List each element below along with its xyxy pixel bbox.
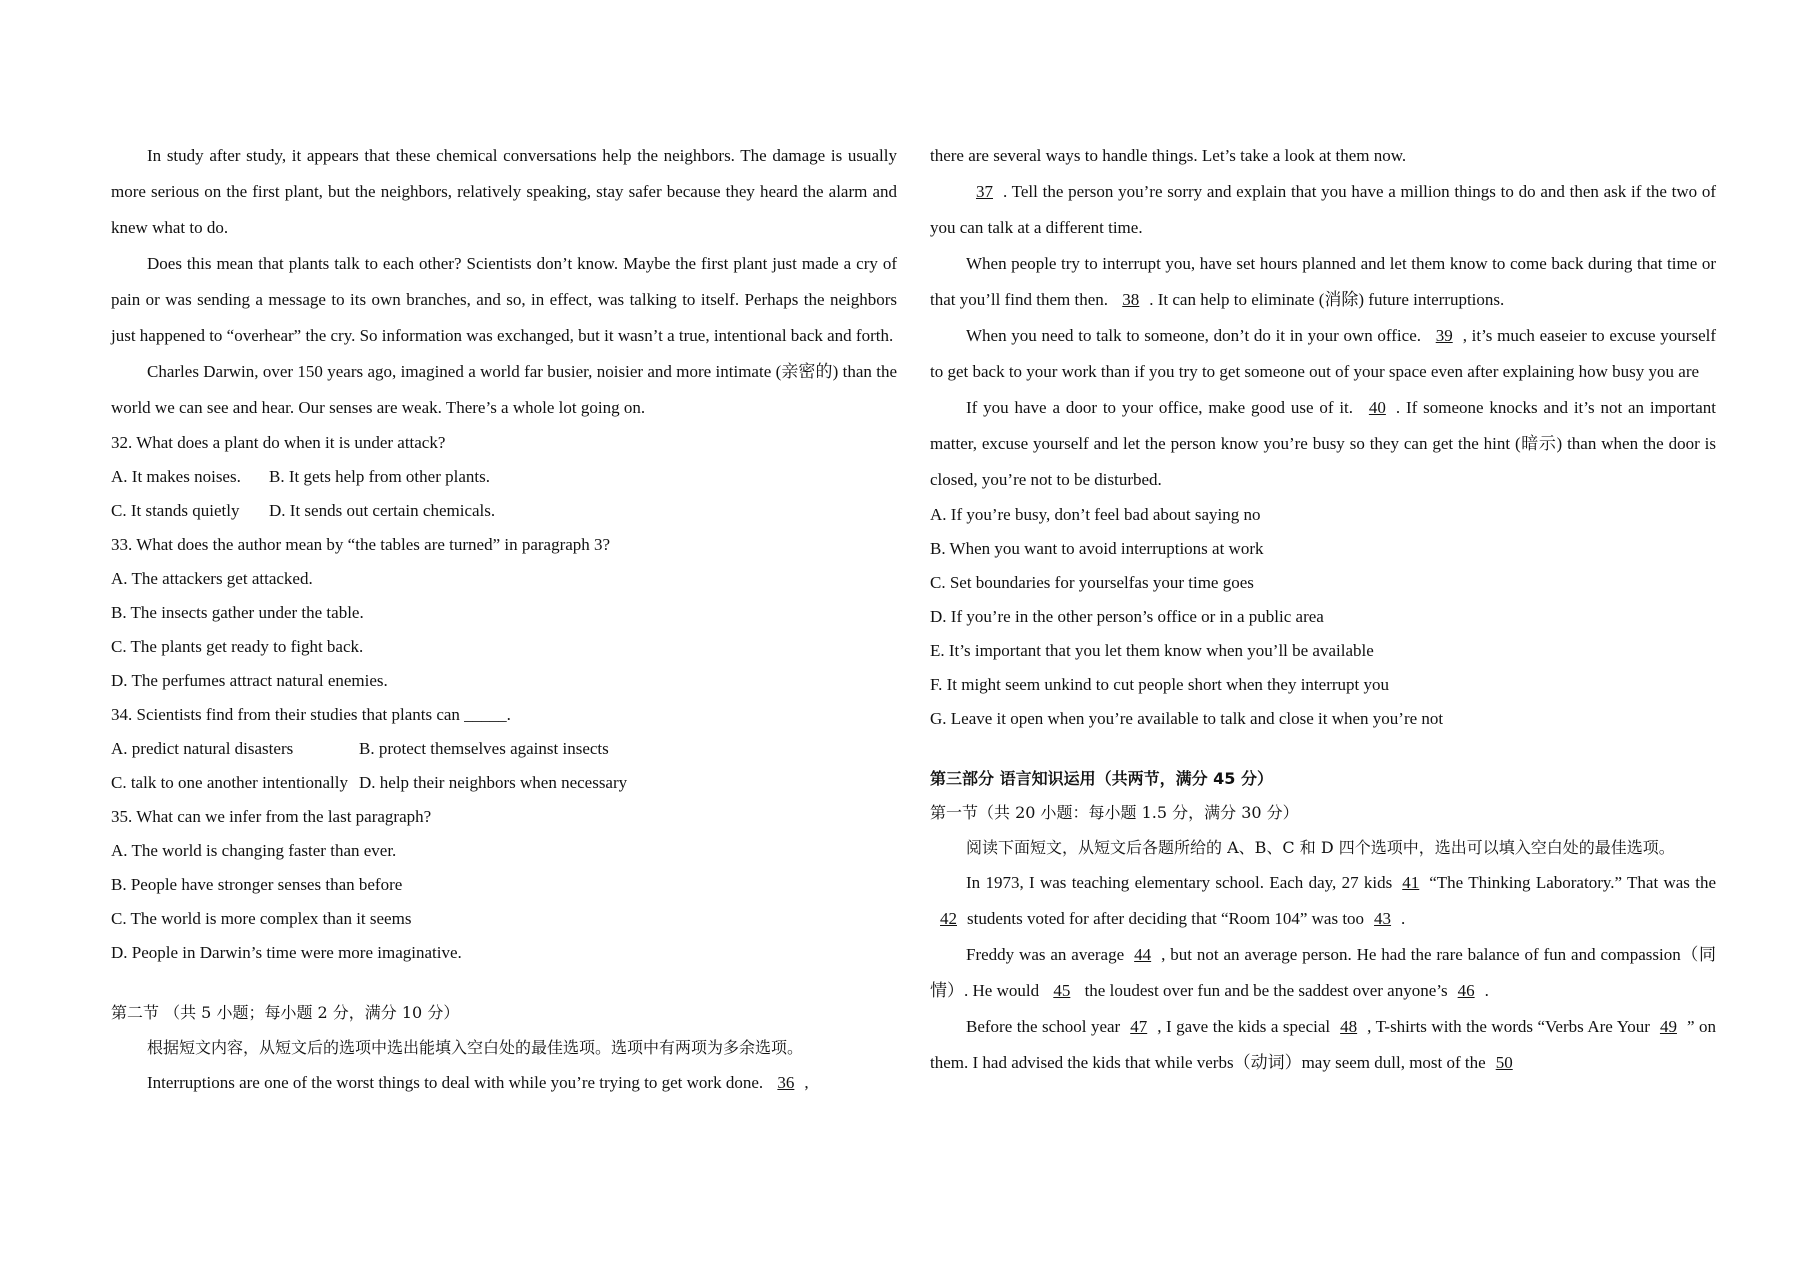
section-2-title: 第二节 （共 5 小题；每小题 2 分，满分 10 分） [111, 1003, 460, 1022]
option-c: C. talk to one another intentionally [111, 773, 349, 792]
option-c: C. The plants get ready to fight back. [111, 637, 364, 656]
passage-paragraph [930, 318, 1716, 390]
option-g: G. Leave it open when you’re available to talk and close it when you’re not [930, 709, 1444, 728]
cloze-paragraph [930, 1009, 1716, 1081]
left-column [111, 138, 897, 1101]
paragraph-text: , T-shirts with the words “Verbs Are Your [1367, 1017, 1650, 1036]
right-column [930, 138, 1716, 1081]
paragraph-text: students voted for after deciding that “Room 104” was too [967, 909, 1365, 928]
paragraph-text: , I gave the kids a special [1157, 1017, 1331, 1036]
option-d: D. The perfumes attract natural enemies. [111, 671, 388, 690]
question-32: 32. What does a plant do when it is under attack? [111, 433, 446, 452]
paragraph-text: the loudest over fun and be the saddest over anyone’s [1084, 981, 1448, 1000]
paragraph-text: “The Thinking Laboratory.” That was the [1429, 873, 1716, 892]
option-d: D. help their neighbors when necessary [359, 773, 628, 792]
part-3-section-1-title: 第一节（共 20 小题：每小题 1.5 分，满分 30 分） [930, 803, 1299, 822]
option-c: C. Set boundaries for yourselfas your time goes [930, 573, 1254, 592]
option-a: A. The attackers get attacked. [111, 569, 313, 588]
passage-paragraph: Charles Darwin, over 150 years ago, imagined a world far busier, noisier and more intimate (亲密的) than the world we can see and hear. Our senses are weak. There’s a whole lot going on. [111, 362, 897, 417]
paragraph-text: . It can help to eliminate (消除) future interruptions. [1149, 290, 1505, 309]
paragraph-text: , but not an average person. He had the rare balance of fun and compassion（同情）. He would [930, 945, 1716, 1000]
paragraph-text: . Tell the person you’re sorry and explain that you have a million things to do and then ask if the two of you can talk at a different time. [930, 182, 1716, 237]
paragraph-text: Freddy was an average [966, 945, 1125, 964]
option-c: C. The world is more complex than it seems [111, 909, 412, 928]
option-b: B. When you want to avoid interruptions at work [930, 539, 1264, 558]
part-3-title: 第三部分 语言知识运用（共两节，满分 45 分） [930, 769, 1273, 788]
passage-paragraph [930, 390, 1716, 498]
passage-paragraph: there are several ways to handle things. Let’s take a look at them now. [930, 146, 1407, 165]
passage-paragraph [930, 246, 1716, 318]
option-b: B. The insects gather under the table. [111, 603, 364, 622]
option-f: F. It might seem unkind to cut people short when they interrupt you [930, 675, 1389, 694]
paragraph-text: Interruptions are one of the worst things to deal with while you’re trying to get work done. [147, 1073, 764, 1092]
blank-48: 48 [1340, 1017, 1358, 1036]
option-d: D. It sends out certain chemicals. [269, 501, 496, 520]
blank-45: 45 [1053, 981, 1071, 1000]
blank-40: 40 [1368, 398, 1386, 417]
part-3-instructions: 阅读下面短文，从短文后各题所给的 A、B、C 和 D 四个选项中，选出可以填入空白处的最佳选项。 [966, 838, 1675, 857]
section-2-instructions: 根据短文内容，从短文后的选项中选出能填入空白处的最佳选项。选项中有两项为多余选项。 [147, 1038, 804, 1057]
blank-43: 43 [1374, 909, 1392, 928]
blank-41: 41 [1402, 873, 1420, 892]
question-34: 34. Scientists find from their studies that plants can _____. [111, 705, 511, 724]
paragraph-text: . [1401, 909, 1406, 928]
option-a: A. predict natural disasters [111, 739, 294, 758]
blank-50: 50 [1495, 1053, 1513, 1072]
spacer [111, 970, 897, 996]
paragraph-text: Before the school year [966, 1017, 1121, 1036]
blank-36: 36 [777, 1073, 795, 1092]
passage-paragraph [930, 174, 1716, 246]
blank-46: 46 [1457, 981, 1475, 1000]
option-b: B. People have stronger senses than before [111, 875, 403, 894]
question-34-options-row2 [111, 766, 897, 800]
option-a: A. If you’re busy, don’t feel bad about saying no [930, 505, 1261, 524]
option-b: B. protect themselves against insects [359, 739, 609, 758]
option-b: B. It gets help from other plants. [269, 467, 490, 486]
paragraph-text: In 1973, I was teaching elementary school. Each day, 27 kids [966, 873, 1393, 892]
passage-paragraph [111, 1065, 897, 1101]
spacer [930, 736, 1716, 762]
paragraph-text: If you have a door to your office, make good use of it. [966, 398, 1354, 417]
passage-paragraph: In study after study, it appears that these chemical conversations help the neighbors. The damage is usually more serious on the first plant, but the neighbors, relatively speaking, stay safer because they heard the alarm and knew what to do. [111, 146, 897, 237]
option-c: C. It stands quietly [111, 501, 240, 520]
paragraph-text: When you need to talk to someone, don’t do it in your own office. [966, 326, 1422, 345]
paragraph-text: , it’s much easeier to excuse yourself to get back to your work than if you try to get someone out of your space even after explaining how busy you are [930, 326, 1716, 381]
blank-49: 49 [1659, 1017, 1677, 1036]
option-d: D. People in Darwin’s time were more imaginative. [111, 943, 462, 962]
paragraph-text: When people try to interrupt you, have set hours planned and let them know to come back during that time or that you’ll find them then. [930, 254, 1716, 309]
blank-44: 44 [1134, 945, 1152, 964]
blank-37: 37 [976, 182, 993, 201]
question-32-options-row1 [111, 460, 897, 494]
paragraph-text: . [1484, 981, 1489, 1000]
paragraph-text: ” on them. I had advised the kids that while verbs（动词）may seem dull, most of the [930, 1017, 1716, 1072]
blank-38: 38 [1122, 290, 1140, 309]
paragraph-text: , [804, 1073, 809, 1092]
option-a: A. The world is changing faster than ever. [111, 841, 397, 860]
question-35: 35. What can we infer from the last paragraph? [111, 807, 432, 826]
question-33: 33. What does the author mean by “the tables are turned” in paragraph 3? [111, 535, 611, 554]
option-a: A. It makes noises. [111, 467, 241, 486]
blank-42: 42 [940, 909, 957, 928]
paragraph-text: . If someone knocks and it’s not an important matter, excuse yourself and let the person know you’re busy so they can get the hint (暗示) than when the door is closed, you’re not to be disturbed. [930, 398, 1716, 489]
blank-47: 47 [1130, 1017, 1148, 1036]
option-e: E. It’s important that you let them know when you’ll be available [930, 641, 1374, 660]
cloze-paragraph [930, 865, 1716, 937]
blank-39: 39 [1435, 326, 1453, 345]
question-32-options-row2 [111, 494, 897, 528]
option-d: D. If you’re in the other person’s office or in a public area [930, 607, 1324, 626]
question-34-options-row1 [111, 732, 897, 766]
cloze-paragraph [930, 937, 1716, 1009]
passage-paragraph: Does this mean that plants talk to each other? Scientists don’t know. Maybe the first plant just made a cry of pain or was sending a message to its own branches, and so, in effect, was talking to itself. Perhaps the neighbors just happened to “overhear” the cry. So information was exchanged, but it wasn’t a true, intentional back and forth. [111, 254, 897, 345]
